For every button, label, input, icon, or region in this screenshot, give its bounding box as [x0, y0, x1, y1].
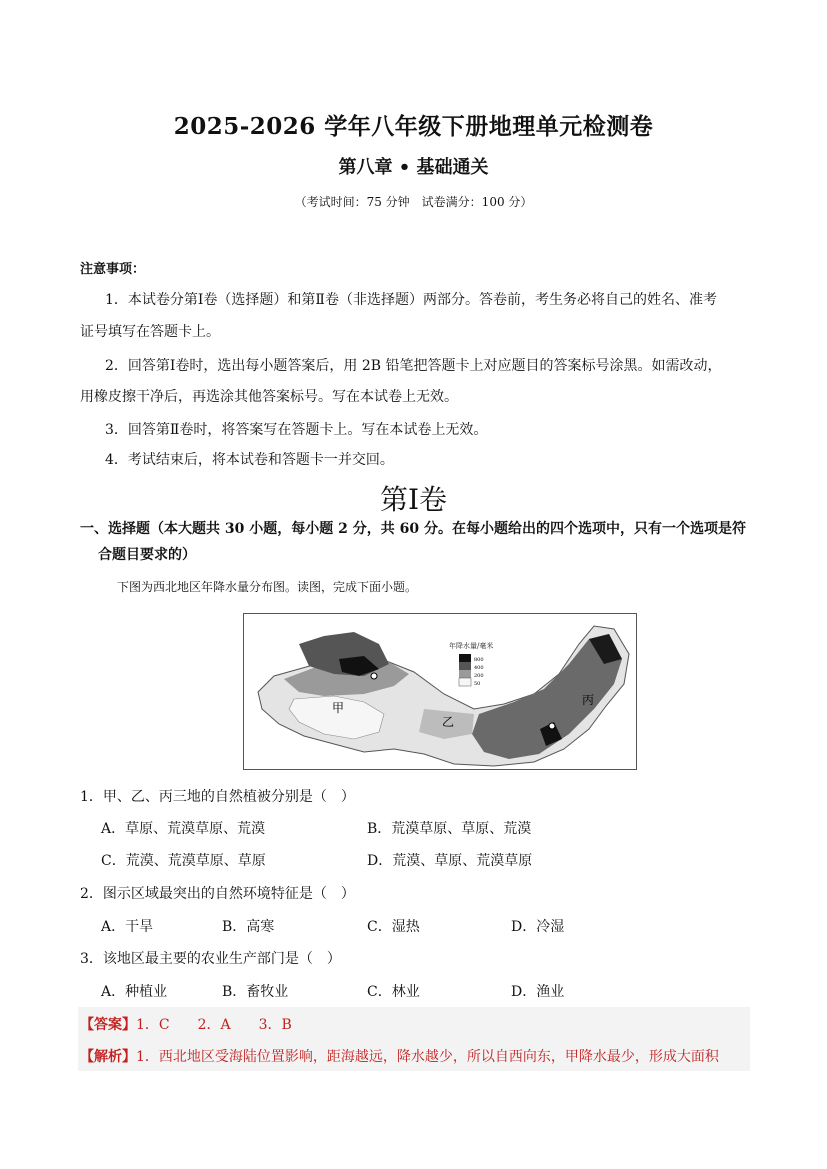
analysis-tag: 【解析】: [80, 1049, 136, 1065]
question-1-option-b[interactable]: B．荒漠草原、草原、荒漠: [367, 821, 532, 837]
part-heading: 第Ⅰ卷: [379, 483, 448, 516]
map-legend: [449, 641, 493, 687]
question-3-option-a[interactable]: A．种植业: [101, 984, 168, 1000]
question-2-option-b[interactable]: B．高寒: [222, 919, 275, 935]
analysis-line: [80, 1046, 719, 1066]
map-label-bing: 丙: [582, 693, 595, 707]
notice-heading: 注意事项：: [80, 262, 146, 277]
notice-item-3: 3．回答第Ⅱ卷时，将答案写在答题卡上。写在本试卷上无效。: [105, 422, 488, 438]
map-graphic: [244, 614, 636, 769]
legend-value: 200: [474, 673, 484, 679]
map-label-yi: 乙: [442, 715, 455, 729]
question-2-option-c[interactable]: C．湿热: [367, 919, 420, 935]
document-subtitle: 第八章 • 基础通关: [338, 157, 489, 178]
question-2-option-a[interactable]: A．干旱: [101, 919, 154, 935]
map-label-jia: 甲: [332, 701, 345, 715]
question-3-stem: 3．该地区最主要的农业生产部门是（ ）: [80, 951, 341, 967]
section-instructions: [80, 516, 750, 568]
legend-swatch: [459, 662, 471, 670]
section-line-2: 合题目要求的）: [98, 547, 196, 563]
map-city-marker: [371, 673, 377, 679]
legend-title: 年降水量/毫米: [449, 642, 494, 650]
question-lead: 下图为西北地区年降水量分布图。读图，完成下面小题。: [117, 580, 418, 594]
question-1-option-a[interactable]: A．草原、荒漠草原、荒漠: [101, 821, 266, 837]
notice-item-2-line-1: 2．回答第Ⅰ卷时，选出每小题答案后，用 2B 铅笔把答题卡上对应题目的答案标号涂黑。如需改动，: [105, 358, 722, 374]
legend-value: 400: [474, 665, 484, 671]
analysis-text: 1．西北地区受海陆位置影响，距海越远，降水越少，所以自西向东，甲降水最少，形成大面积: [136, 1049, 719, 1065]
legend-value: 50: [474, 681, 481, 687]
answer-tag: 【答案】: [80, 1017, 136, 1033]
notice-item-2-line-2: 用橡皮擦干净后，再选涂其他答案标号。写在本试卷上无效。: [80, 389, 458, 405]
precipitation-map: [243, 613, 637, 770]
map-city-marker: [549, 723, 555, 729]
legend-swatch: [459, 670, 471, 678]
exam-info: （考试时间：75 分钟 试卷满分：100 分）: [294, 195, 533, 209]
legend-value: 800: [474, 657, 484, 663]
question-1-option-d[interactable]: D．荒漠、草原、荒漠草原: [367, 853, 533, 869]
legend-swatch: [459, 678, 471, 686]
notice-item-4: 4．考试结束后，将本试卷和答题卡一并交回。: [105, 452, 394, 468]
answer-text: 1．C 2．A 3．B: [136, 1017, 292, 1033]
section-line-1: 一、选择题（本大题共 30 小题，每小题 2 分，共 60 分。在每小题给出的四个选项中，只有一个选项是符: [80, 521, 746, 537]
notice-item-1-line-1: 1．本试卷分第Ⅰ卷（选择题）和第Ⅱ卷（非选择题）两部分。答卷前，考生务必将自己的姓名、准考: [105, 292, 717, 308]
legend-swatch: [459, 654, 471, 662]
question-1-option-c[interactable]: C．荒漠、荒漠草原、草原: [101, 853, 266, 869]
question-2-stem: 2．图示区域最突出的自然环境特征是（ ）: [80, 886, 355, 902]
question-3-option-c[interactable]: C．林业: [367, 984, 420, 1000]
document-title: 2025-2026 学年八年级下册地理单元检测卷: [173, 113, 654, 140]
answer-line: [80, 1014, 292, 1034]
notice-item-1-line-2: 证号填写在答题卡上。: [80, 324, 220, 340]
question-1-stem: 1．甲、乙、丙三地的自然植被分别是（ ）: [80, 789, 355, 805]
question-3-option-b[interactable]: B．畜牧业: [222, 984, 289, 1000]
question-3-option-d[interactable]: D．渔业: [511, 984, 565, 1000]
question-2-option-d[interactable]: D．冷湿: [511, 919, 565, 935]
